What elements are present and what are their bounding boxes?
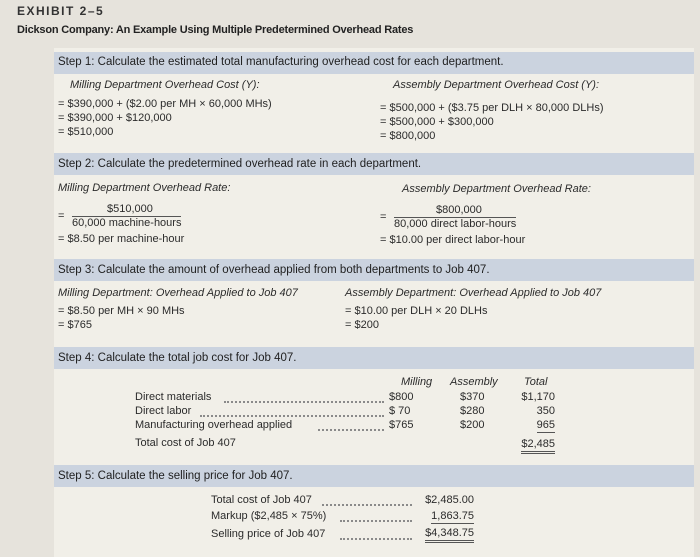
exhibit-label: EXHIBIT 2–5 — [17, 4, 105, 18]
step1-heading: Step 1: Calculate the estimated total manufacturing overhead cost for each department. — [58, 56, 504, 68]
step1-right-title: Assembly Department Overhead Cost (Y): — [393, 79, 600, 91]
step4-heading: Step 4: Calculate the total job cost for Job 407. — [58, 352, 297, 364]
step4-row-milling: $765 — [389, 419, 414, 431]
step2-left-title: Milling Department Overhead Rate: — [58, 182, 231, 194]
step1-right-line-1: = $500,000 + ($3.75 per DLH × 80,000 DLHs) — [380, 102, 604, 114]
step5-row-label: Selling price of Job 407 — [211, 528, 326, 540]
leader-dots — [322, 504, 412, 506]
step3-right-title: Assembly Department: Overhead Applied to Job 407 — [345, 287, 602, 299]
step4-col-milling: Milling — [401, 376, 433, 388]
step1-right-line-3: = $800,000 — [380, 130, 436, 142]
step5-row-value: $2,485.00 — [425, 494, 474, 506]
exhibit-title: Dickson Company: An Example Using Multiple Predetermined Overhead Rates — [17, 24, 414, 36]
step1-left-line-3: = $510,000 — [58, 126, 114, 138]
step1-left-line-1: = $390,000 + ($2.00 per MH × 60,000 MHs) — [58, 98, 272, 110]
step5-row-value — [412, 527, 474, 539]
step5-row-value-text: $4,348.75 — [425, 527, 474, 543]
step1-left-line-2: = $390,000 + $120,000 — [58, 112, 172, 124]
step5-row-label: Total cost of Job 407 — [211, 494, 312, 506]
step4-row-label: Direct labor — [135, 405, 192, 417]
step4-row-label: Total cost of Job 407 — [135, 437, 236, 449]
step1-left-title: Milling Department Overhead Cost (Y): — [70, 79, 260, 91]
step4-col-total: Total — [524, 376, 548, 388]
step3-left-line-1: = $8.50 per MH × 90 MHs — [58, 305, 185, 317]
step4-row-label: Direct materials — [135, 391, 212, 403]
step4-row-assembly: $370 — [460, 391, 485, 403]
step4-row-milling: $ 70 — [389, 405, 411, 417]
step2-right-numerator: $800,000 — [436, 204, 482, 216]
step4-row-total-value: 965 — [536, 419, 555, 431]
step4-row-total: $1,170 — [521, 391, 555, 403]
step5-heading: Step 5: Calculate the selling price for Job 407. — [58, 470, 293, 482]
step3-heading: Step 3: Calculate the amount of overhead applied from both departments to Job 407. — [58, 264, 490, 276]
step3-right-line-2: = $200 — [345, 319, 379, 331]
step4-row-total: 350 — [536, 405, 555, 417]
leader-dots — [340, 538, 412, 540]
leader-dots — [200, 415, 384, 417]
leader-dots — [224, 401, 384, 403]
step2-left-result: = $8.50 per machine-hour — [58, 233, 185, 245]
step3-left-title: Milling Department: Overhead Applied to Job 407 — [58, 287, 298, 299]
step4-row-total-value: $2,485 — [521, 438, 555, 454]
step3-left-line-2: = $765 — [58, 319, 92, 331]
step2-right-equals: = — [380, 211, 387, 223]
step4-row-milling: $800 — [389, 391, 414, 403]
step4-row-total — [505, 419, 555, 431]
leader-dots — [340, 520, 412, 522]
step2-heading: Step 2: Calculate the predetermined overhead rate in each department. — [58, 158, 422, 170]
step2-left-numerator: $510,000 — [107, 203, 153, 215]
step2-right-result: = $10.00 per direct labor-hour — [380, 234, 526, 246]
step4-row-assembly: $280 — [460, 405, 485, 417]
step2-right-title: Assembly Department Overhead Rate: — [402, 183, 591, 195]
step4-row-label: Manufacturing overhead applied — [135, 419, 293, 431]
step2-left-denominator: 60,000 machine-hours — [72, 217, 182, 229]
step1-right-line-2: = $500,000 + $300,000 — [380, 116, 494, 128]
step2-left-equals: = — [58, 210, 65, 222]
step3-right-line-1: = $10.00 per DLH × 20 DLHs — [345, 305, 488, 317]
step5-row-value — [412, 510, 474, 522]
step4-row-assembly: $200 — [460, 419, 485, 431]
step5-row-value-text: 1,863.75 — [431, 510, 474, 522]
step5-row-label: Markup ($2,485 × 75%) — [211, 510, 327, 522]
step4-row-total — [505, 438, 555, 450]
step4-col-assembly: Assembly — [450, 376, 498, 388]
step2-right-denominator: 80,000 direct labor-hours — [394, 218, 517, 230]
leader-dots — [318, 429, 384, 431]
